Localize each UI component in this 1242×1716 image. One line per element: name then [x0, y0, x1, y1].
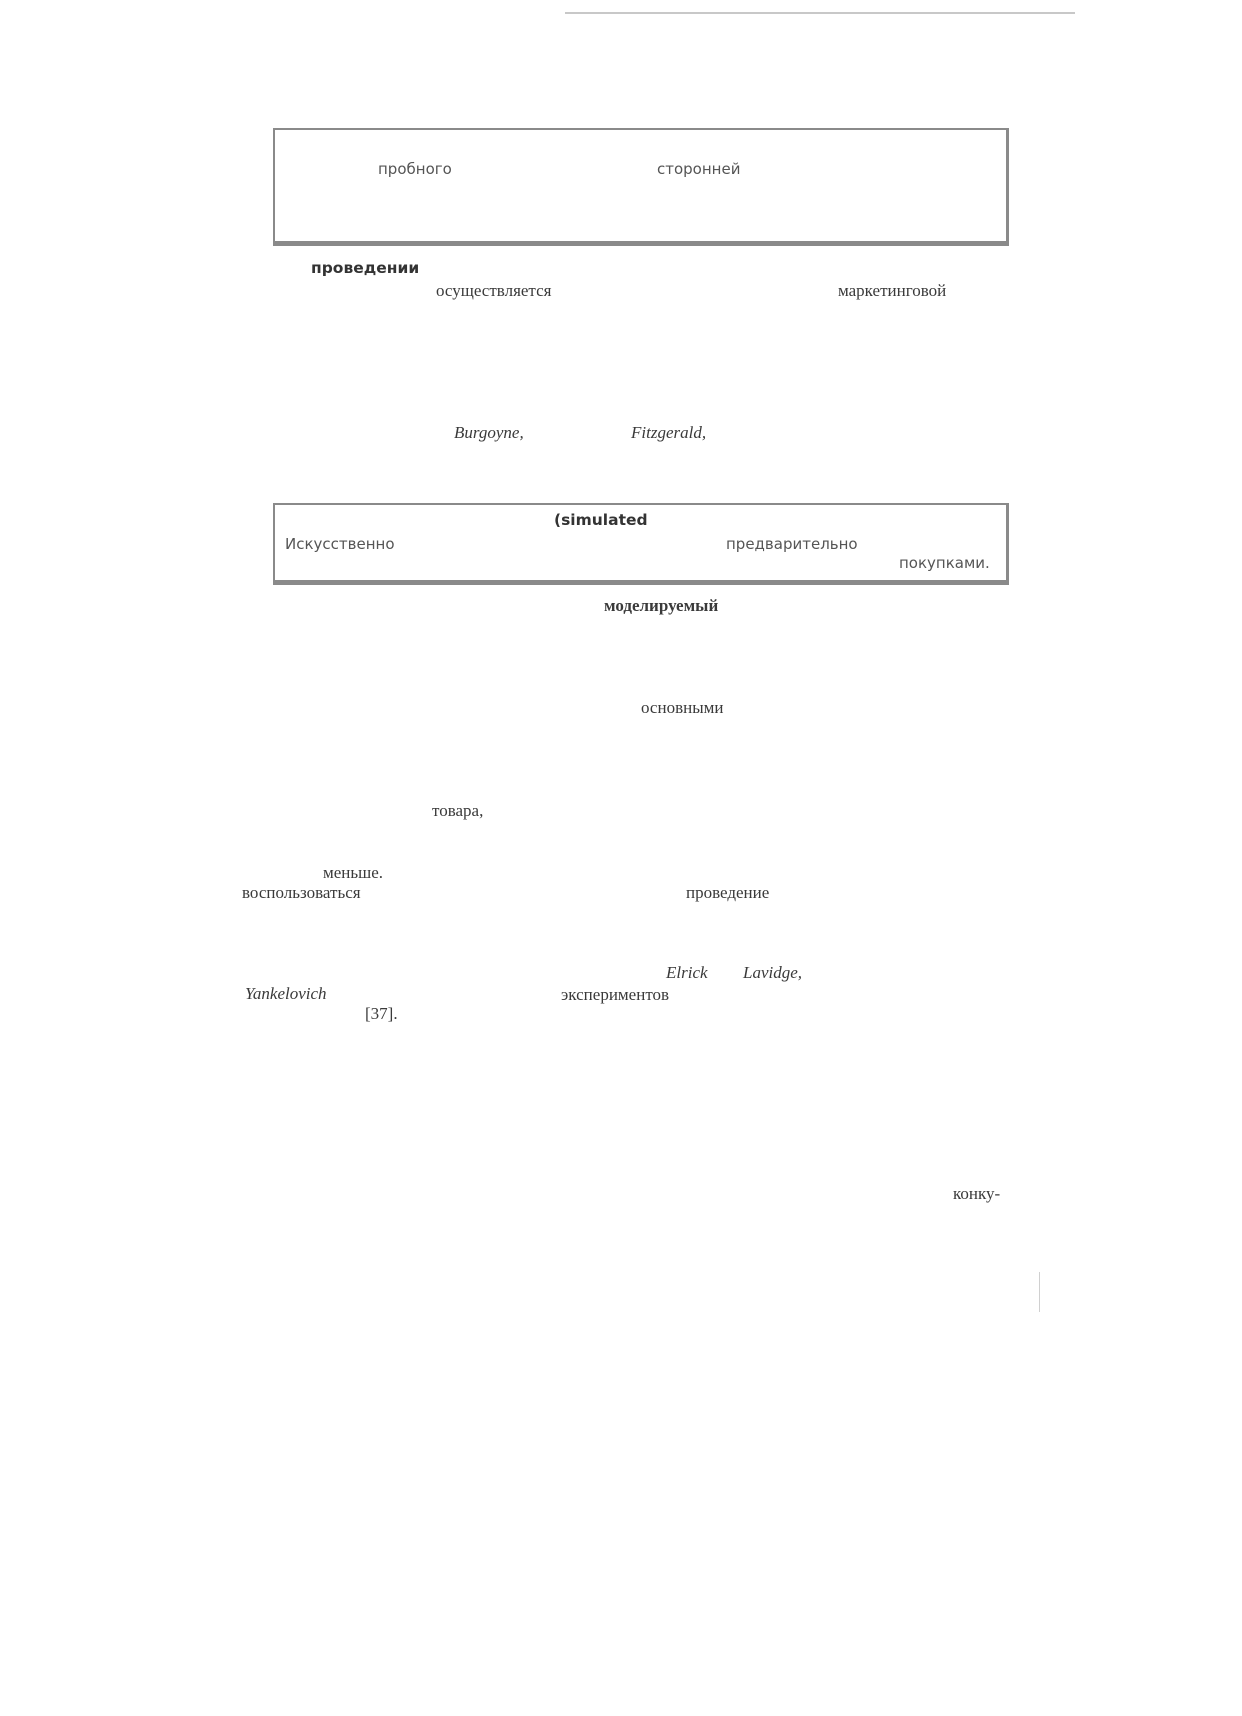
- para1-word-3: маркетинговой: [838, 281, 947, 300]
- box-def-word-2: Искусственно: [285, 535, 395, 553]
- para4-word-2: Lavidge,: [743, 963, 803, 982]
- para3-word-2: основными: [641, 698, 724, 717]
- para3-word-6: проведение: [686, 883, 770, 902]
- para2-word-2: Fitzgerald,: [631, 423, 707, 442]
- scan-artifact: [1039, 1272, 1040, 1312]
- para4-citation: [37].: [365, 1004, 398, 1023]
- definition-box-top: [273, 128, 1009, 246]
- para4-word-3: Yankelovich: [245, 984, 327, 1003]
- para3-word-5: воспользоваться: [242, 883, 361, 902]
- para4-word-1: Elrick: [666, 963, 708, 982]
- box-top-word-2: сторонней: [657, 160, 741, 178]
- para2-word-1: Burgoyne,: [454, 423, 524, 442]
- para1-word-2: осуществляется: [436, 281, 552, 300]
- box-top-word-1: пробного: [378, 160, 452, 178]
- para3-word-3: товара,: [432, 801, 484, 820]
- box-def-word-4: покупками.: [899, 554, 990, 572]
- page-header-rule: [565, 12, 1075, 14]
- para3-word-1: моделируемый: [604, 596, 719, 615]
- para4-word-4: экспериментов: [561, 985, 670, 1004]
- para3-word-4: меньше.: [323, 863, 384, 882]
- para1-word-1: проведении: [311, 259, 420, 277]
- box-def-term: (simulated: [554, 511, 648, 529]
- para5-word-1: конку-: [953, 1184, 1001, 1203]
- box-def-word-3: предварительно: [726, 535, 858, 553]
